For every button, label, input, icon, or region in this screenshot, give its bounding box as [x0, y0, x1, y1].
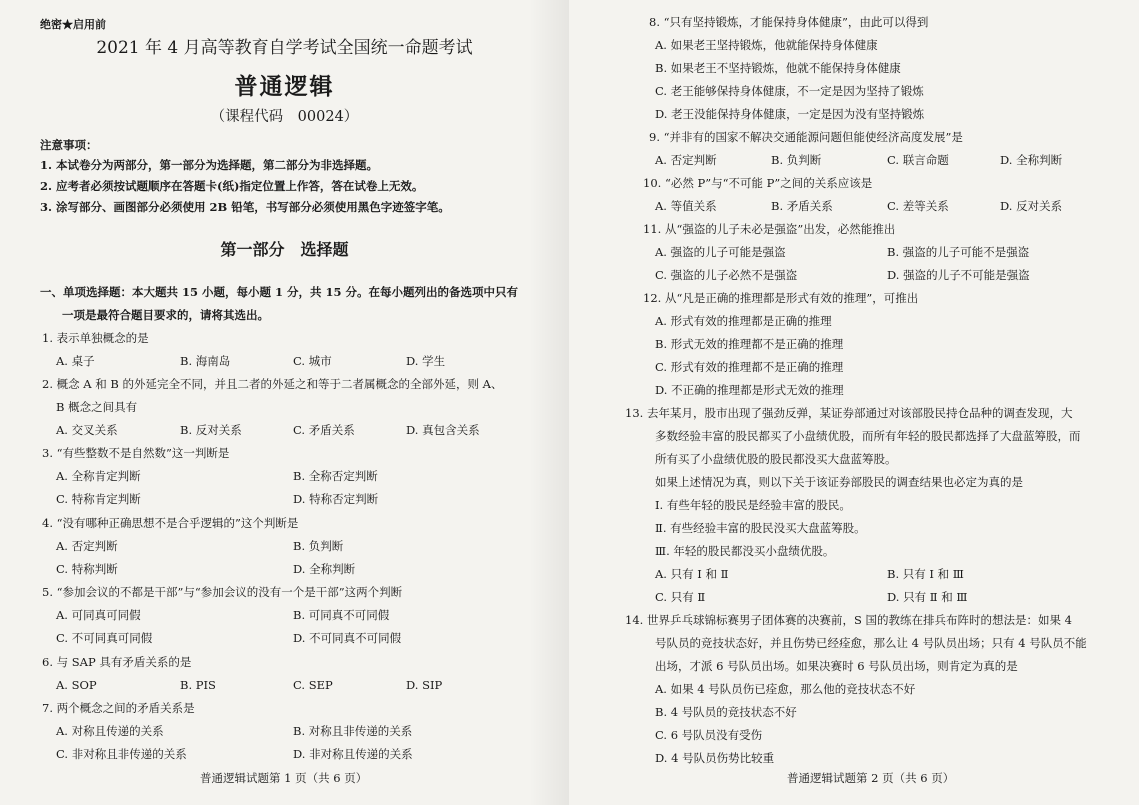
option: B. 海南岛	[180, 354, 231, 368]
question-12: 12. 从“凡是正确的推理都是形式有效的推理”，可推出	[643, 291, 919, 305]
note-2: 2. 应考者必须按试题顺序在答题卡(纸)指定位置上作答，答在试卷上无效。	[40, 179, 424, 193]
option: D. 4 号队员伤势比较重	[655, 751, 775, 765]
option: B. 强盗的儿子可能不是强盗	[887, 245, 1030, 259]
question-14-cont: 出场，才派 6 号队员出场。如果决赛时 6 号队员出场，则肯定为真的是	[655, 659, 1018, 673]
option: C. 不可同真可同假	[56, 631, 153, 645]
option: A. 可同真可同假	[56, 608, 141, 622]
option: D. 全称判断	[293, 562, 356, 576]
section-title: 第一部分 选择题	[220, 240, 349, 259]
question-14: 14. 世界乒乓球锦标赛男子团体赛的决赛前，S 国的教练在排兵布阵时的想法是：如果 4	[625, 613, 1072, 627]
option: C. 特称肯定判断	[56, 492, 141, 506]
question-7: 7. 两个概念之间的矛盾关系是	[42, 701, 195, 715]
option: A. 如果老王坚持锻炼，他就能保持身体健康	[655, 38, 878, 52]
left-page	[0, 0, 569, 805]
course-code: （课程代码 00024）	[210, 109, 359, 125]
option: B. 如果老王不坚持锻炼，他就不能保持身体健康	[655, 61, 901, 75]
option: C. 特称判断	[56, 562, 118, 576]
statement-2: Ⅱ. 有些经验丰富的股民没买大盘蓝筹股。	[655, 521, 866, 535]
page-footer: 普通逻辑试题第 2 页（共 6 页）	[787, 771, 955, 785]
notes-title: 注意事项：	[40, 138, 98, 152]
option: C. 6 号队员没有受伤	[655, 728, 763, 742]
question-13-cont: 如果上述情况为真，则以下关于该证券部股民的调查结果也必定为真的是	[655, 475, 1023, 489]
option: D. SIP	[406, 678, 443, 692]
exam-title: 2021 年 4 月高等教育自学考试全国统一命题考试	[96, 38, 473, 58]
instruction-line-1: 一、单项选择题：本大题共 15 小题，每小题 1 分，共 15 分。在每小题列出的备选项中只有	[40, 285, 519, 299]
question-2-cont: B 概念之间具有	[56, 400, 138, 414]
question-10: 10. “必然 P”与“不可能 P”之间的关系应该是	[643, 176, 873, 190]
statement-1: Ⅰ. 有些年轻的股民是经验丰富的股民。	[655, 498, 851, 512]
option: C. 联言命题	[887, 153, 949, 167]
note-1: 1. 本试卷分为两部分，第一部分为选择题，第二部分为非选择题。	[40, 158, 379, 172]
right-page	[569, 0, 1139, 805]
question-13: 13. 去年某月，股市出现了强劲反弹，某证券部通过对该部股民持仓品种的调查发现，大	[625, 406, 1073, 420]
option: A. 如果 4 号队员伤已痊愈，那么他的竞技状态不好	[655, 682, 916, 696]
instruction-line-2: 一项是最符合题目要求的，请将其选出。	[62, 308, 269, 322]
option: A. 否定判断	[56, 539, 118, 553]
question-5: 5. “参加会议的不都是干部”与“参加会议的没有一个是干部”这两个判断	[42, 585, 403, 599]
option: C. 强盗的儿子必然不是强盗	[655, 268, 798, 282]
option: A. 桌子	[56, 354, 95, 368]
option: B. 反对关系	[180, 423, 242, 437]
page-fold-shadow	[529, 0, 569, 805]
question-14-cont: 号队员的竞技状态好，并且伤势已经痊愈，那么让 4 号队员出场；只有 4 号队员不能	[655, 636, 1087, 650]
confidential-label: 绝密★启用前	[40, 18, 106, 31]
subject-title: 普通逻辑	[234, 73, 335, 100]
option: A. 否定判断	[655, 153, 717, 167]
option: C. SEP	[293, 678, 333, 692]
question-4: 4. “没有哪种正确思想不是合乎逻辑的”这个判断是	[42, 516, 299, 530]
option: C. 差等关系	[887, 199, 949, 213]
option: B. 形式无效的推理都不是正确的推理	[655, 337, 844, 351]
question-11: 11. 从“强盗的儿子未必是强盗”出发，必然能推出	[643, 222, 896, 236]
option: B. 负判断	[771, 153, 822, 167]
option: D. 反对关系	[1000, 199, 1063, 213]
option: C. 只有 Ⅱ	[655, 590, 706, 604]
option: A. 全称肯定判断	[56, 469, 141, 483]
option: D. 不正确的推理都是形式无效的推理	[655, 383, 844, 397]
option: A. 等值关系	[655, 199, 717, 213]
option: A. 交叉关系	[56, 423, 118, 437]
option: B. PIS	[180, 678, 216, 692]
question-8: 8. “只有坚持锻炼，才能保持身体健康”，由此可以得到	[649, 15, 929, 29]
option: B. 4 号队员的竞技状态不好	[655, 705, 797, 719]
question-9: 9. “并非有的国家不解决交通能源问题但能使经济高度发展”是	[649, 130, 963, 144]
option: B. 全称否定判断	[293, 469, 378, 483]
option: A. 对称且传递的关系	[56, 724, 164, 738]
option: C. 老王能够保持身体健康，不一定是因为坚持了锻炼	[655, 84, 924, 98]
option: D. 不可同真不可同假	[293, 631, 402, 645]
option: D. 强盗的儿子不可能是强盗	[887, 268, 1030, 282]
option: D. 非对称且传递的关系	[293, 747, 413, 761]
option: C. 形式有效的推理都不是正确的推理	[655, 360, 844, 374]
note-3: 3. 涂写部分、画图部分必须使用 2B 铅笔，书写部分必须使用黑色字迹签字笔。	[40, 200, 450, 214]
option: A. SOP	[56, 678, 97, 692]
option: A. 只有 Ⅰ 和 Ⅱ	[655, 567, 729, 581]
option: C. 矛盾关系	[293, 423, 355, 437]
option: D. 学生	[406, 354, 446, 368]
option: B. 负判断	[293, 539, 344, 553]
option: D. 真包含关系	[406, 423, 480, 437]
question-13-cont: 所有买了小盘绩优股的股民都没买大盘蓝筹股。	[655, 452, 897, 466]
question-13-cont: 多数经验丰富的股民都买了小盘绩优股，而所有年轻的股民都选择了大盘蓝筹股，而	[655, 429, 1081, 443]
option: D. 全称判断	[1000, 153, 1063, 167]
option: D. 老王没能保持身体健康，一定是因为没有坚持锻炼	[655, 107, 925, 121]
option: A. 强盗的儿子可能是强盗	[655, 245, 786, 259]
option: B. 对称且非传递的关系	[293, 724, 413, 738]
statement-3: Ⅲ. 年轻的股民都没买小盘绩优股。	[655, 544, 835, 558]
question-6: 6. 与 SAP 具有矛盾关系的是	[42, 655, 192, 669]
option: B. 矛盾关系	[771, 199, 833, 213]
option: B. 只有 Ⅰ 和 Ⅲ	[887, 567, 964, 581]
page-footer: 普通逻辑试题第 1 页（共 6 页）	[200, 771, 368, 785]
question-1: 1. 表示单独概念的是	[42, 331, 149, 345]
option: B. 可同真不可同假	[293, 608, 390, 622]
option: D. 只有 Ⅱ 和 Ⅲ	[887, 590, 968, 604]
question-2: 2. 概念 A 和 B 的外延完全不同，并且二者的外延之和等于二者属概念的全部外延，则 A、	[42, 377, 503, 391]
question-3: 3. “有些整数不是自然数”这一判断是	[42, 446, 230, 460]
option: C. 城市	[293, 354, 332, 368]
option: D. 特称否定判断	[293, 492, 379, 506]
option: A. 形式有效的推理都是正确的推理	[655, 314, 832, 328]
option: C. 非对称且非传递的关系	[56, 747, 187, 761]
